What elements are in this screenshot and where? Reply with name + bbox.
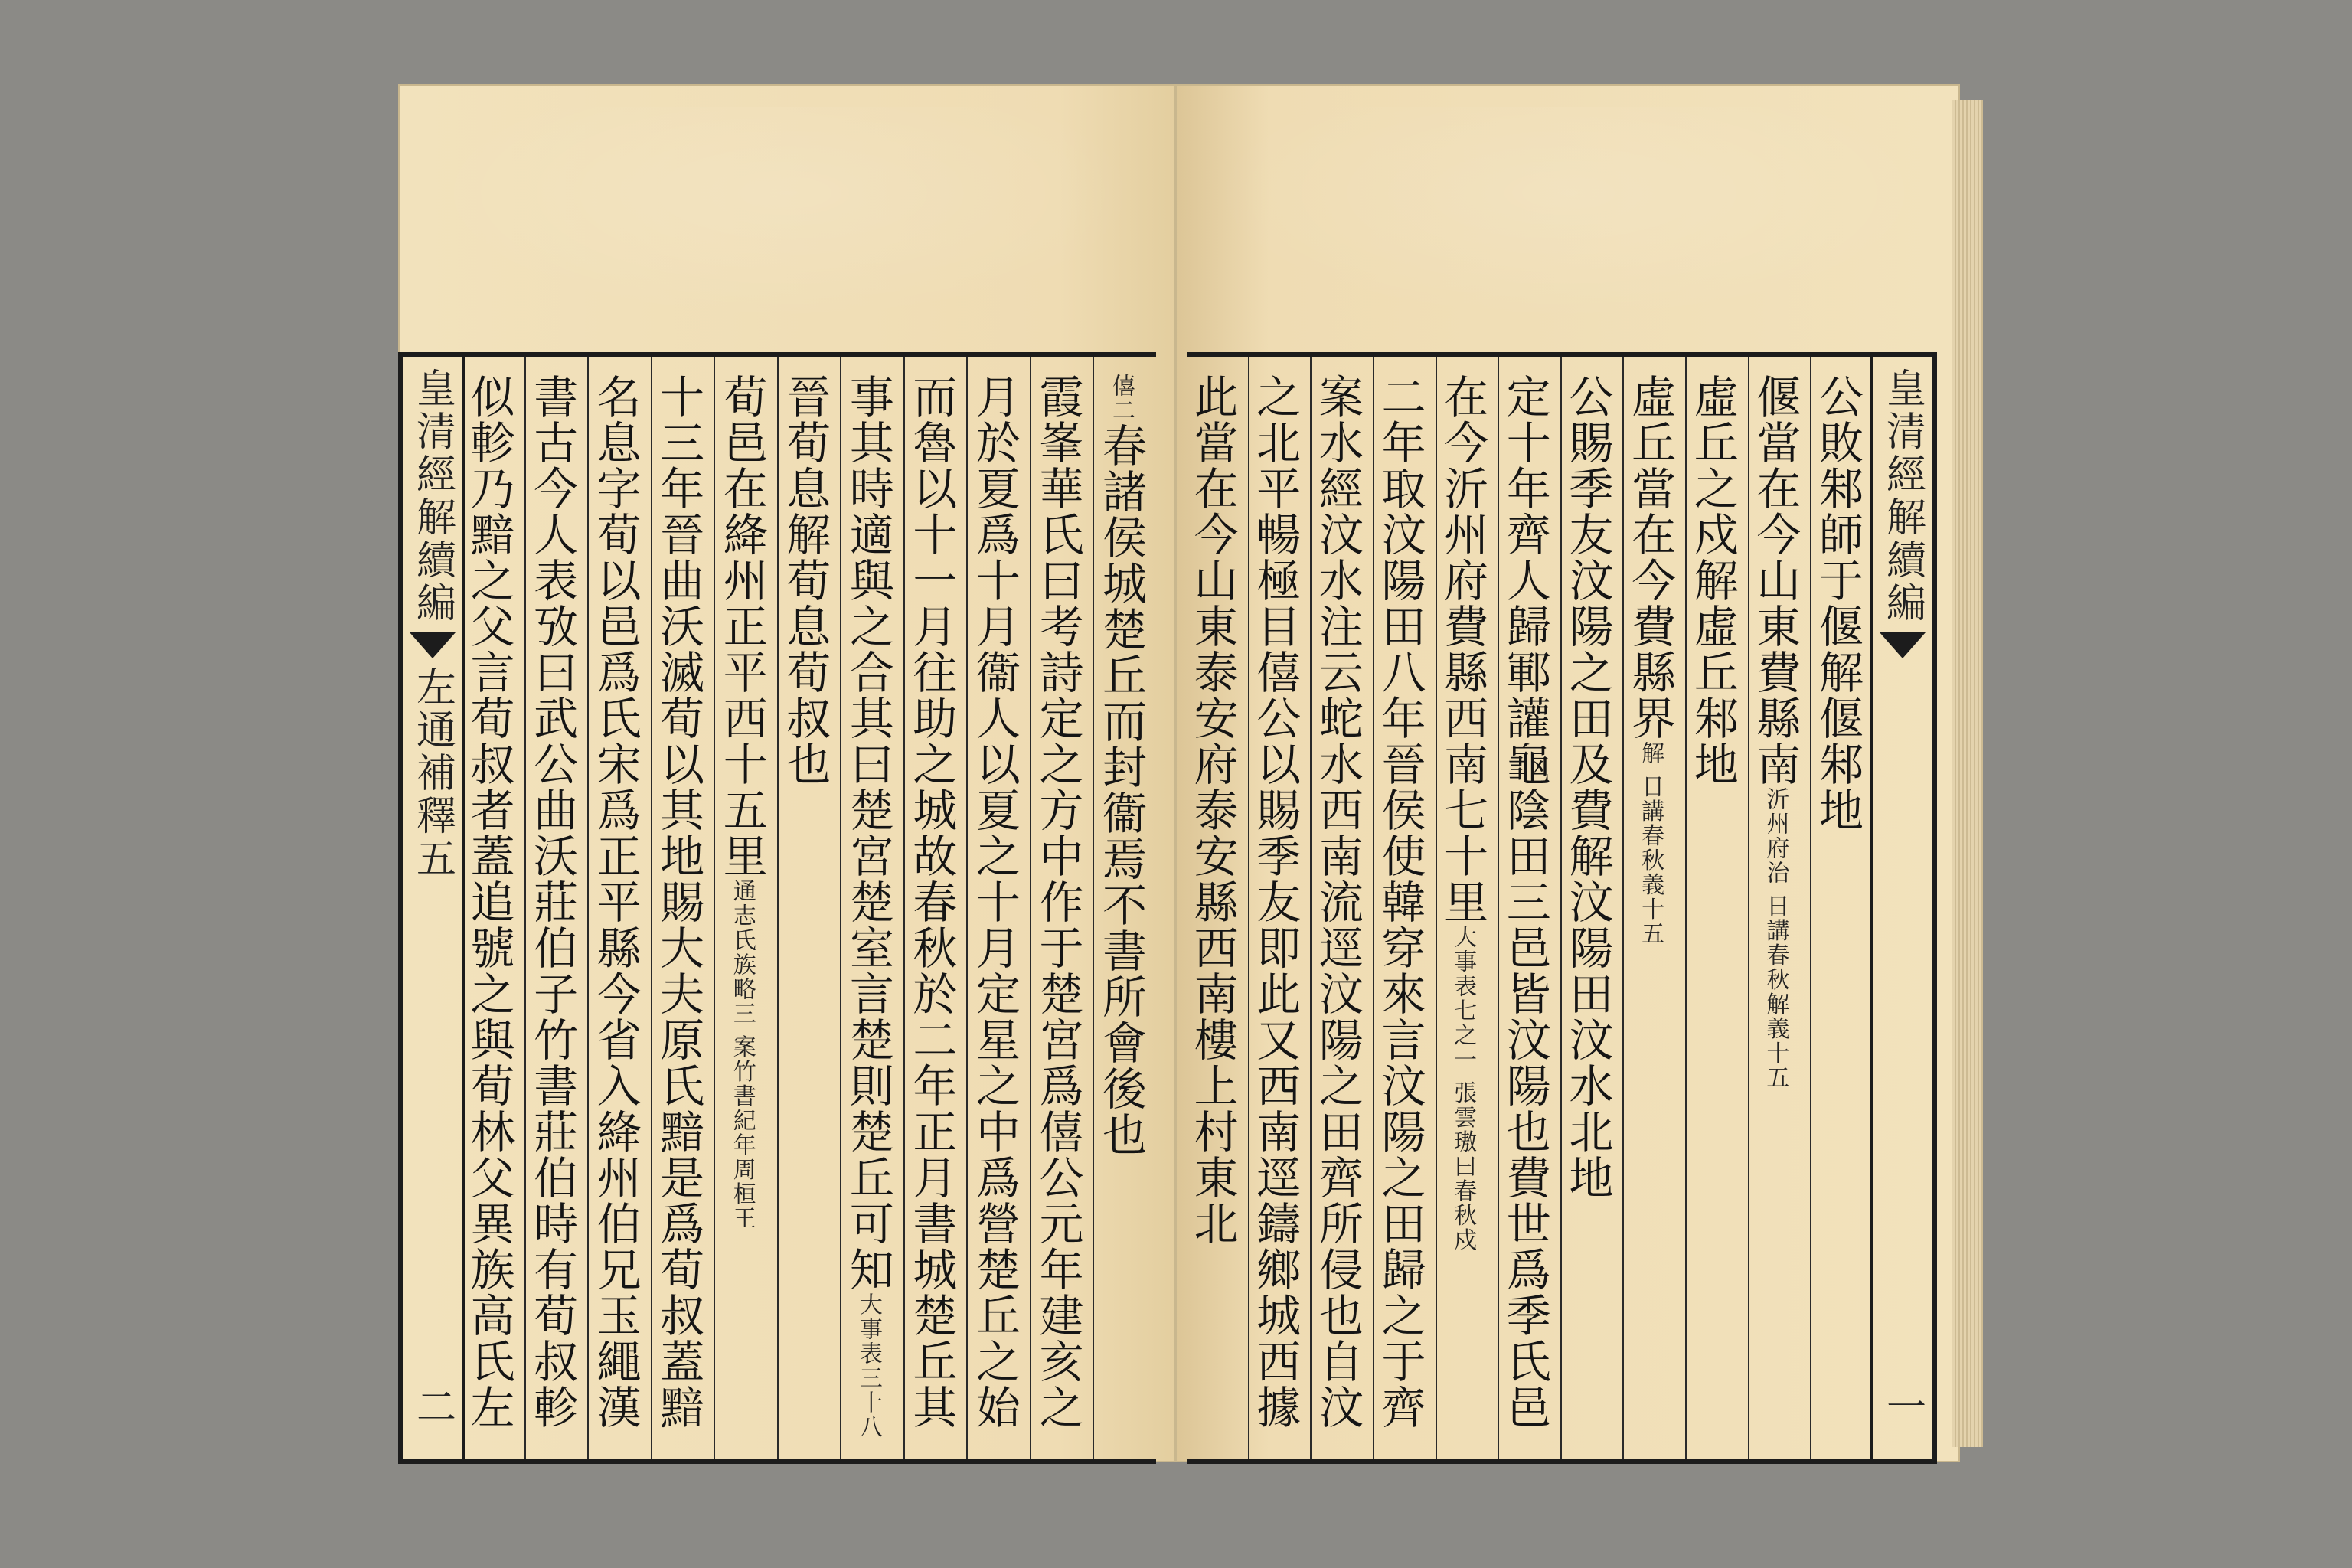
interlinear-note: 大事表七之一 張雲璈曰春秋戍 [1449,925,1477,1253]
banxin-page-number: 一 [1879,1386,1926,1429]
right-banxin [1870,357,1932,1459]
text-column: 月於夏爲十月衞人以夏之十月定星之中爲營楚丘之始 [968,357,1031,1459]
text-column: 公敗邾師于偃解偃邾地 [1811,374,1864,833]
text-column: 定十年齊人歸鄆讙龜陰田三邑皆汶陽也費世爲季氏邑 [1499,357,1562,1459]
right-text-frame [1187,352,1937,1464]
page-stack-edge [1952,100,1983,1447]
right-page [1175,84,1960,1462]
text-column: 二年取汶陽田八年晉侯使韓穿來言汶陽之田歸之于齊 [1374,357,1437,1459]
text-column: 案水經汶水注云蛇水西南流逕汶陽之田齊所侵也自汶 [1312,357,1374,1459]
text-column: 在今沂州府費縣西南七十里大事表七之一 張雲璈曰春秋戍 [1437,357,1500,1459]
interlinear-note: 沂州府治 日講春秋解義十五 [1762,787,1789,1090]
page-stain [1206,107,1929,322]
text-column: 而魯以十一月往助之城故春秋於二年正月書城楚丘其 [905,357,969,1459]
right-text-columns [1187,357,1873,1459]
text-column: 似軫乃黯之父言荀叔者蓋追號之與荀林父異族高氏左 [462,357,526,1459]
text-column: 荀邑在絳州正平西十五里通志氏族略三 案竹書紀年周桓王 [715,357,779,1459]
text-column: 事其時適與之合其曰楚宮楚室言楚則楚丘可知大事表三十八 [841,357,905,1459]
left-banxin [403,357,465,1459]
left-page [398,84,1175,1462]
text-column: 虛丘之戍解虛丘邾地 [1687,357,1749,1459]
text-column: 公賜季友汶陽之田及費解汶陽田汶水北地 [1562,357,1625,1459]
left-text-frame [398,352,1156,1464]
text-column: 晉荀息解荀息荀叔也 [779,357,842,1459]
text-column: 書古今人表攷曰武公曲沃莊伯子竹書莊伯時有荀叔軫 [526,357,590,1459]
interlinear-note: 通志氏族略三 案竹書紀年周桓王 [728,879,756,1231]
page-stain [429,107,1145,322]
text-column: 之北平暢極目僖公以賜季友即此又西南逕鑄鄉城西據 [1250,357,1312,1459]
fishtail-mark-icon [410,632,456,658]
text-column: 此當在今山東泰安府泰安縣西南樓上村東北 [1187,357,1250,1459]
text-column: 虛丘當在今費縣界解 日講春秋義十五 [1624,357,1687,1459]
text-column: 十三年晉曲沃滅荀以其地賜大夫原氏黯是爲荀叔蓋黯 [652,357,716,1459]
fishtail-mark-icon [1880,632,1926,658]
banxin-page-number: 二 [409,1386,456,1429]
column-heading-note: 僖二 [1108,374,1135,423]
text-column: 霞峯華氏曰考詩定之方中作于楚宮爲僖公元年建亥之 [1031,357,1095,1459]
interlinear-note: 解 日講春秋義十五 [1637,741,1664,946]
text-column: 僖二春諸侯城楚丘而封衞焉不書所會後也 [1095,374,1147,1158]
text-column: 偃當在今山東費縣南沂州府治 日講春秋解義十五 [1749,357,1812,1459]
text-column: 名息字荀以邑爲氏宋爲正平縣今省入絳州伯兄玉繩漢 [589,357,652,1459]
banxin-title: 皇清經解續編 [409,368,456,625]
interlinear-note: 大事表三十八 [854,1292,882,1439]
left-text-columns [462,357,1156,1459]
banxin-section: 左通補釋五 [409,666,456,880]
open-book [398,84,1960,1462]
banxin-title: 皇清經解續編 [1879,368,1926,625]
